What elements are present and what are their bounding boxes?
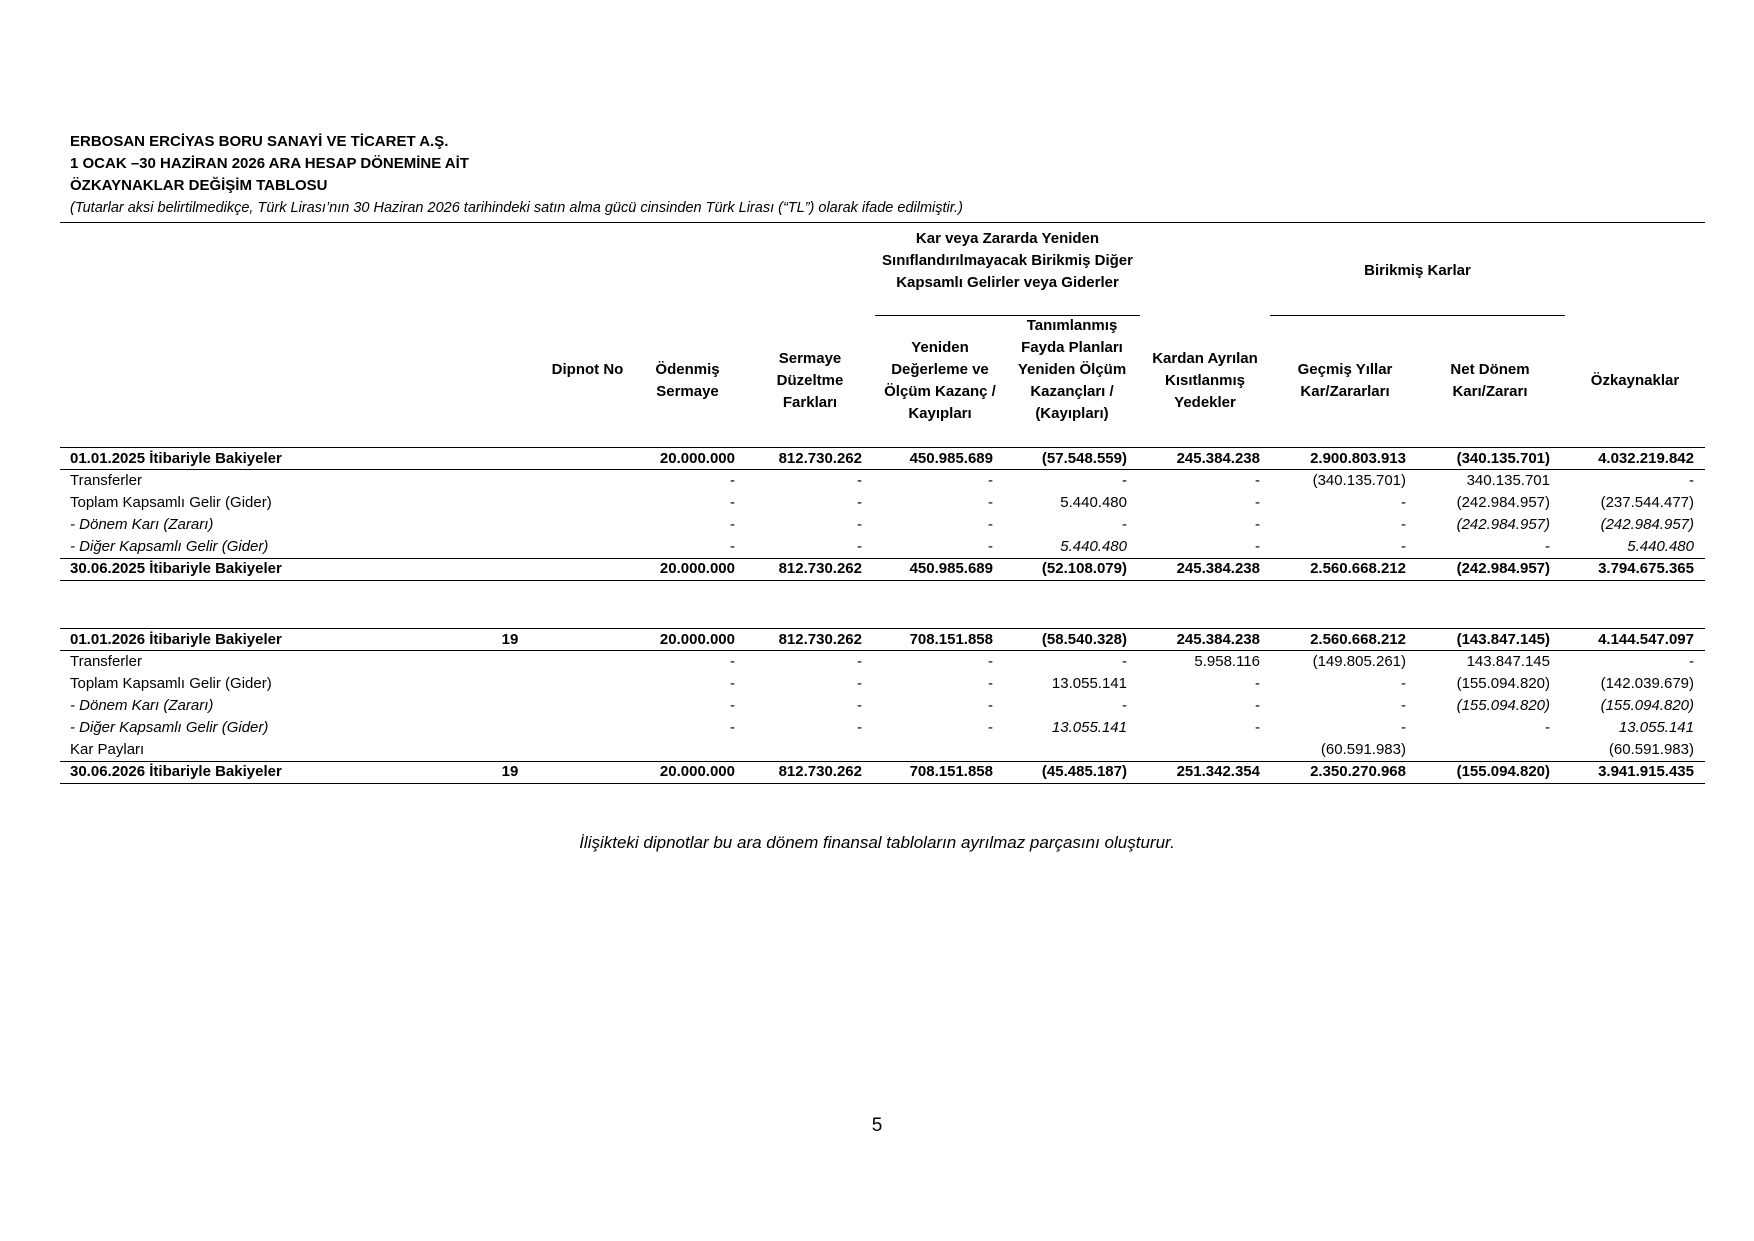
- group-retained-underline: [1270, 315, 1565, 316]
- cell-odenmis-sermaye: 20.000.000: [659, 560, 735, 577]
- cell-kisitlanmis-yedekler: -: [1255, 719, 1260, 736]
- row-label: - Dönem Karı (Zararı): [70, 516, 214, 533]
- header-kisitlanmis-yedekler: Kardan Ayrılan Kısıtlanmış Yedekler: [1152, 350, 1258, 411]
- cell-tanimlanmis-fayda: (45.485.187): [1041, 763, 1127, 780]
- cell-kisitlanmis-yedekler: 251.342.354: [1176, 763, 1260, 780]
- cell-net-donem: (242.984.957): [1456, 516, 1550, 533]
- cell-tanimlanmis-fayda: 13.055.141: [1051, 675, 1127, 692]
- cell-sermaye-duzeltme: -: [857, 494, 862, 511]
- cell-yeniden-degerleme: 450.985.689: [909, 560, 993, 577]
- cell-tanimlanmis-fayda: -: [1122, 697, 1127, 714]
- cell-gecmis-yillar: 2.560.668.212: [1310, 631, 1406, 648]
- cell-sermaye-duzeltme: -: [857, 472, 862, 489]
- cell-tanimlanmis-fayda: 5.440.480: [1060, 494, 1127, 511]
- header-divider: [60, 222, 1705, 223]
- cell-kisitlanmis-yedekler: 245.384.238: [1176, 560, 1260, 577]
- cell-sermaye-duzeltme: 812.730.262: [778, 560, 862, 577]
- cell-kisitlanmis-yedekler: -: [1255, 697, 1260, 714]
- cell-yeniden-degerleme: -: [988, 472, 993, 489]
- table-row: [60, 739, 1705, 761]
- cell-tanimlanmis-fayda: -: [1122, 472, 1127, 489]
- cell-net-donem: (155.094.820): [1456, 675, 1550, 692]
- section2-bottom-rule: [60, 783, 1705, 784]
- cell-kisitlanmis-yedekler: 245.384.238: [1176, 631, 1260, 648]
- cell-tanimlanmis-fayda: -: [1122, 516, 1127, 533]
- cell-dipnot: 19: [501, 631, 519, 648]
- cell-yeniden-degerleme: -: [988, 538, 993, 555]
- header-group-retained: Birikmiş Karlar: [1364, 262, 1471, 279]
- cell-odenmis-sermaye: -: [730, 719, 735, 736]
- cell-tanimlanmis-fayda: (52.108.079): [1041, 560, 1127, 577]
- table-row: [60, 673, 1705, 695]
- company-name: ERBOSAN ERCİYAS BORU SANAYİ VE TİCARET A.Ş.: [70, 133, 449, 150]
- cell-yeniden-degerleme: -: [988, 653, 993, 670]
- cell-ozkaynaklar: (142.039.679): [1600, 675, 1694, 692]
- cell-sermaye-duzeltme: -: [857, 516, 862, 533]
- row-label: Kar Payları: [70, 741, 145, 758]
- cell-yeniden-degerleme: 708.151.858: [909, 763, 993, 780]
- cell-odenmis-sermaye: -: [730, 675, 735, 692]
- row-label: - Dönem Karı (Zararı): [70, 697, 214, 714]
- cell-kisitlanmis-yedekler: 245.384.238: [1176, 450, 1260, 467]
- cell-net-donem: (340.135.701): [1456, 450, 1550, 467]
- balance-row: [60, 761, 1705, 783]
- cell-tanimlanmis-fayda: -: [1122, 653, 1127, 670]
- header-ozkaynaklar: Özkaynaklar: [1590, 372, 1680, 389]
- cell-ozkaynaklar: (242.984.957): [1600, 516, 1694, 533]
- cell-gecmis-yillar: (60.591.983): [1320, 741, 1406, 758]
- cell-gecmis-yillar: 2.560.668.212: [1310, 560, 1406, 577]
- cell-ozkaynaklar: 4.032.219.842: [1598, 450, 1694, 467]
- cell-odenmis-sermaye: -: [730, 516, 735, 533]
- cell-kisitlanmis-yedekler: -: [1255, 538, 1260, 555]
- row-label: 30.06.2026 İtibariyle Bakiyeler: [70, 763, 282, 780]
- cell-net-donem: -: [1545, 538, 1550, 555]
- cell-kisitlanmis-yedekler: -: [1255, 494, 1260, 511]
- cell-odenmis-sermaye: -: [730, 538, 735, 555]
- cell-ozkaynaklar: (237.544.477): [1600, 494, 1694, 511]
- cell-gecmis-yillar: -: [1401, 538, 1406, 555]
- cell-ozkaynaklar: (155.094.820): [1600, 697, 1694, 714]
- cell-dipnot: 19: [501, 763, 519, 780]
- header-dipnot: Dipnot No: [551, 361, 624, 378]
- table-row: [60, 536, 1705, 558]
- cell-odenmis-sermaye: 20.000.000: [659, 631, 735, 648]
- table-row: [60, 651, 1705, 673]
- cell-odenmis-sermaye: -: [730, 472, 735, 489]
- cell-odenmis-sermaye: 20.000.000: [659, 450, 735, 467]
- cell-ozkaynaklar: -: [1689, 653, 1694, 670]
- row-label: 01.01.2026 İtibariyle Bakiyeler: [70, 631, 282, 648]
- cell-odenmis-sermaye: 20.000.000: [659, 763, 735, 780]
- cell-gecmis-yillar: -: [1401, 516, 1406, 533]
- row-label: 30.06.2025 İtibariyle Bakiyeler: [70, 560, 282, 577]
- row-label: Transferler: [70, 472, 142, 489]
- cell-net-donem: (242.984.957): [1456, 560, 1550, 577]
- cell-yeniden-degerleme: -: [988, 719, 993, 736]
- table-row: [60, 492, 1705, 514]
- document-header: [70, 131, 963, 219]
- cell-odenmis-sermaye: -: [730, 697, 735, 714]
- cell-gecmis-yillar: (149.805.261): [1312, 653, 1406, 670]
- row-label: - Diğer Kapsamlı Gelir (Gider): [70, 538, 269, 555]
- header-odenmis-sermaye: Ödenmiş Sermaye: [655, 361, 720, 400]
- cell-ozkaynaklar: 5.440.480: [1627, 538, 1694, 555]
- cell-ozkaynaklar: 3.794.675.365: [1598, 560, 1694, 577]
- row-label: - Diğer Kapsamlı Gelir (Gider): [70, 719, 269, 736]
- balance-row: [60, 448, 1705, 470]
- cell-odenmis-sermaye: -: [730, 653, 735, 670]
- cell-sermaye-duzeltme: 812.730.262: [778, 450, 862, 467]
- report-period: 1 OCAK –30 HAZİRAN 2026 ARA HESAP DÖNEMİNE AİT: [70, 155, 469, 172]
- cell-gecmis-yillar: -: [1401, 494, 1406, 511]
- balance-row: [60, 558, 1705, 580]
- balance-row: [60, 629, 1705, 651]
- cell-gecmis-yillar: 2.900.803.913: [1310, 450, 1406, 467]
- cell-yeniden-degerleme: 450.985.689: [909, 450, 993, 467]
- table-row: [60, 717, 1705, 739]
- cell-yeniden-degerleme: 708.151.858: [909, 631, 993, 648]
- cell-tanimlanmis-fayda: 13.055.141: [1051, 719, 1127, 736]
- header-net-donem: Net Dönem Karı/Zararı: [1450, 361, 1530, 400]
- cell-net-donem: 143.847.145: [1466, 653, 1550, 670]
- cell-yeniden-degerleme: -: [988, 516, 993, 533]
- cell-gecmis-yillar: -: [1401, 697, 1406, 714]
- cell-net-donem: (242.984.957): [1456, 494, 1550, 511]
- cell-net-donem: (143.847.145): [1456, 631, 1550, 648]
- page-number: 5: [871, 1115, 883, 1136]
- cell-kisitlanmis-yedekler: -: [1255, 516, 1260, 533]
- cell-net-donem: (155.094.820): [1456, 697, 1550, 714]
- footnote-text: İlişikteki dipnotlar bu ara dönem finansal tabloların ayrılmaz parçasını oluşturur.: [579, 833, 1175, 852]
- cell-gecmis-yillar: -: [1401, 675, 1406, 692]
- header-tanimlanmis-fayda: Tanımlanmış Fayda Planları Yeniden Ölçüm Kazançları / (Kayıpları): [1017, 317, 1127, 422]
- cell-net-donem: -: [1545, 719, 1550, 736]
- header-gecmis-yillar: Geçmiş Yıllar Kar/Zararları: [1297, 361, 1393, 400]
- cell-sermaye-duzeltme: -: [857, 653, 862, 670]
- header-group-oci: Kar veya Zararda Yeniden Sınıflandırılmayacak Birikmiş Diğer Kapsamlı Gelirler veya Giderler: [882, 230, 1133, 291]
- report-title: ÖZKAYNAKLAR DEĞİŞİM TABLOSU: [70, 177, 328, 194]
- cell-sermaye-duzeltme: -: [857, 719, 862, 736]
- cell-gecmis-yillar: (340.135.701): [1312, 472, 1406, 489]
- cell-ozkaynaklar: 4.144.547.097: [1598, 631, 1694, 648]
- cell-yeniden-degerleme: -: [988, 697, 993, 714]
- cell-yeniden-degerleme: -: [988, 494, 993, 511]
- table-row: [60, 695, 1705, 717]
- cell-sermaye-duzeltme: -: [857, 675, 862, 692]
- cell-yeniden-degerleme: -: [988, 675, 993, 692]
- row-label: Toplam Kapsamlı Gelir (Gider): [70, 675, 272, 692]
- header-sermaye-duzeltme: Sermaye Düzeltme Farkları: [776, 350, 844, 411]
- cell-sermaye-duzeltme: -: [857, 697, 862, 714]
- report-subtitle: (Tutarlar aksi belirtilmedikçe, Türk Lirası’nın 30 Haziran 2026 tarihindeki satın alma gücü cinsinden Türk Lirası (“TL”) olarak ifade edilmiştir.): [70, 200, 963, 216]
- cell-ozkaynaklar: (60.591.983): [1608, 741, 1694, 758]
- cell-ozkaynaklar: 3.941.915.435: [1598, 763, 1694, 780]
- cell-tanimlanmis-fayda: (57.548.559): [1041, 450, 1127, 467]
- row-label: Transferler: [70, 653, 142, 670]
- cell-net-donem: 340.135.701: [1466, 472, 1550, 489]
- cell-kisitlanmis-yedekler: 5.958.116: [1194, 653, 1260, 670]
- cell-gecmis-yillar: 2.350.270.968: [1310, 763, 1406, 780]
- row-label: 01.01.2025 İtibariyle Bakiyeler: [70, 450, 282, 467]
- cell-tanimlanmis-fayda: 5.440.480: [1060, 538, 1127, 555]
- cell-sermaye-duzeltme: 812.730.262: [778, 631, 862, 648]
- table-row: [60, 470, 1705, 492]
- cell-kisitlanmis-yedekler: -: [1255, 675, 1260, 692]
- cell-ozkaynaklar: -: [1689, 472, 1694, 489]
- cell-ozkaynaklar: 13.055.141: [1618, 719, 1694, 736]
- row-label: Toplam Kapsamlı Gelir (Gider): [70, 494, 272, 511]
- cell-tanimlanmis-fayda: (58.540.328): [1041, 631, 1127, 648]
- table-row: [60, 514, 1705, 536]
- cell-sermaye-duzeltme: -: [857, 538, 862, 555]
- header-yeniden-degerleme: Yeniden Değerleme ve Ölçüm Kazanç / Kayıpları: [884, 339, 996, 422]
- cell-sermaye-duzeltme: 812.730.262: [778, 763, 862, 780]
- cell-gecmis-yillar: -: [1401, 719, 1406, 736]
- cell-net-donem: (155.094.820): [1456, 763, 1550, 780]
- cell-kisitlanmis-yedekler: -: [1255, 472, 1260, 489]
- cell-odenmis-sermaye: -: [730, 494, 735, 511]
- section1-bottom-rule: [60, 580, 1705, 581]
